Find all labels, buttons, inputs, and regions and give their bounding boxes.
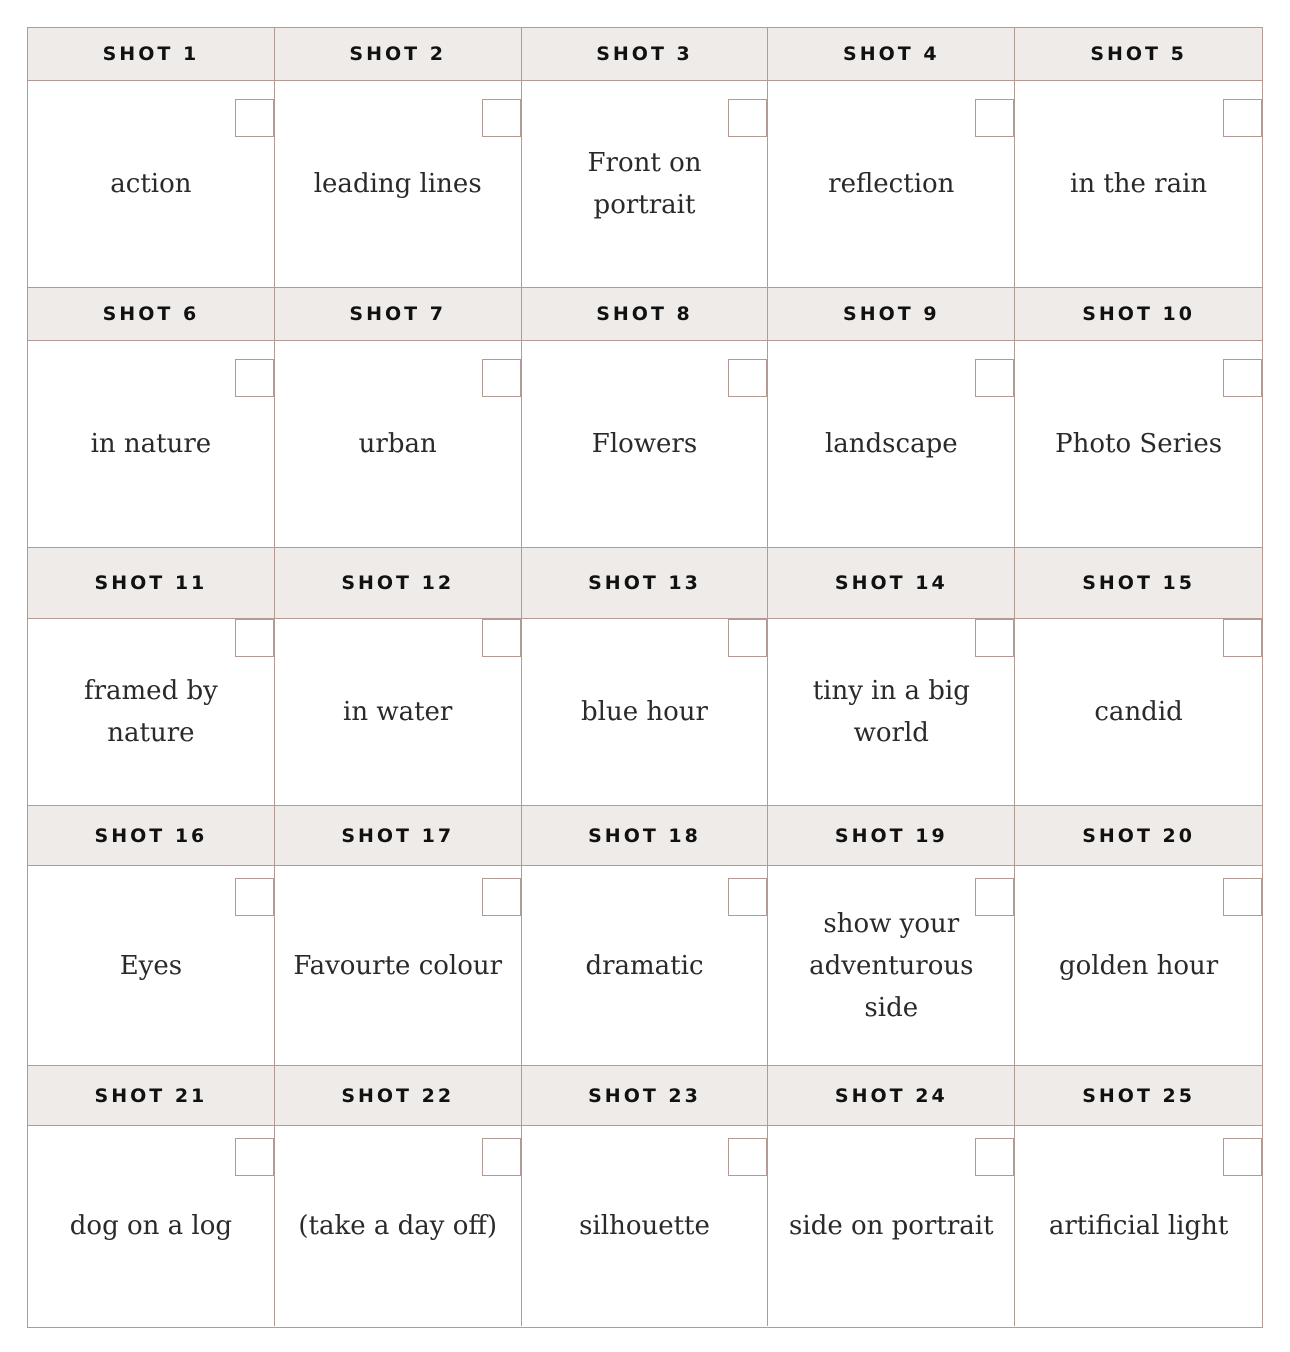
shot-header: SHOT 18: [522, 806, 769, 866]
shot-checkbox[interactable]: [482, 619, 521, 657]
shot-checkbox[interactable]: [482, 99, 521, 137]
shot-checkbox[interactable]: [1223, 99, 1262, 137]
shot-cell: [275, 81, 522, 288]
shot-prompt: show your adventurous side: [809, 908, 974, 1023]
shot-cell: [1015, 866, 1262, 1066]
shot-header: SHOT 14: [768, 548, 1015, 619]
shot-prompt: Front on portrait: [587, 148, 702, 220]
shot-checkbox[interactable]: [728, 619, 767, 657]
shot-header: SHOT 25: [1015, 1066, 1262, 1126]
shot-header: SHOT 3: [522, 28, 769, 81]
shot-cell: [275, 866, 522, 1066]
shot-cell: [28, 341, 275, 548]
shot-prompt: (take a day off): [298, 1211, 498, 1241]
shot-header: SHOT 11: [28, 548, 275, 619]
shot-checkbox[interactable]: [482, 878, 521, 916]
shot-cell: [522, 81, 769, 288]
shot-header: SHOT 9: [768, 288, 1015, 341]
shot-prompt: reflection: [828, 169, 955, 199]
shot-prompt: dog on a log: [69, 1211, 233, 1241]
shot-checkbox[interactable]: [235, 359, 274, 397]
shot-header: SHOT 1: [28, 28, 275, 81]
shot-checkbox[interactable]: [728, 1138, 767, 1176]
shot-prompt: golden hour: [1058, 950, 1219, 981]
shot-checkbox[interactable]: [975, 878, 1014, 916]
shot-cell: [768, 1126, 1015, 1326]
shot-checkbox[interactable]: [1223, 878, 1262, 916]
shot-prompt: in nature: [90, 429, 212, 459]
shot-cell: [275, 619, 522, 806]
shot-checkbox[interactable]: [482, 1138, 521, 1176]
shot-cell: [522, 1126, 769, 1326]
shot-prompt: artificial light: [1048, 1211, 1229, 1241]
shot-header: SHOT 5: [1015, 28, 1262, 81]
shot-checkbox[interactable]: [235, 99, 274, 137]
shot-prompt: action: [110, 169, 192, 199]
shot-prompt: framed by nature: [83, 676, 218, 748]
shot-cell: [1015, 341, 1262, 548]
shot-cell: [522, 866, 769, 1066]
shot-cell: [522, 341, 769, 548]
shot-cell: [28, 866, 275, 1066]
shot-prompt: Favourte colour: [293, 950, 503, 981]
shot-prompt: Photo Series: [1055, 429, 1223, 459]
shot-cell: [1015, 1126, 1262, 1326]
shot-cell: [1015, 81, 1262, 288]
shot-checkbox[interactable]: [235, 1138, 274, 1176]
shot-header: SHOT 6: [28, 288, 275, 341]
shot-cell: [28, 81, 275, 288]
shot-checkbox[interactable]: [728, 878, 767, 916]
shot-prompt: Flowers: [591, 429, 698, 459]
shot-checkbox[interactable]: [975, 99, 1014, 137]
shot-list-grid: [27, 27, 1263, 1328]
shot-header: SHOT 20: [1015, 806, 1262, 866]
shot-header: SHOT 8: [522, 288, 769, 341]
shot-prompt: tiny in a big world: [812, 676, 970, 748]
shot-prompt: dramatic: [585, 950, 704, 981]
shot-checkbox[interactable]: [1223, 1138, 1262, 1176]
shot-header: SHOT 19: [768, 806, 1015, 866]
shot-checkbox[interactable]: [482, 359, 521, 397]
shot-cell: [275, 1126, 522, 1326]
shot-header: SHOT 15: [1015, 548, 1262, 619]
shot-header: SHOT 13: [522, 548, 769, 619]
shot-header: SHOT 7: [275, 288, 522, 341]
shot-header: SHOT 2: [275, 28, 522, 81]
shot-header: SHOT 10: [1015, 288, 1262, 341]
shot-checkbox[interactable]: [235, 878, 274, 916]
shot-cell: [768, 619, 1015, 806]
shot-checkbox[interactable]: [235, 619, 274, 657]
shot-checkbox[interactable]: [975, 359, 1014, 397]
shot-cell: [768, 341, 1015, 548]
shot-cell: [275, 341, 522, 548]
shot-header: SHOT 24: [768, 1066, 1015, 1126]
shot-prompt: in water: [343, 697, 453, 727]
shot-checkbox[interactable]: [1223, 359, 1262, 397]
shot-prompt: in the rain: [1070, 169, 1208, 199]
shot-header: SHOT 22: [275, 1066, 522, 1126]
shot-cell: [28, 619, 275, 806]
shot-cell: [1015, 619, 1262, 806]
shot-prompt: landscape: [824, 429, 958, 459]
shot-prompt: Eyes: [119, 950, 183, 981]
shot-cell: [768, 81, 1015, 288]
shot-checkbox[interactable]: [975, 619, 1014, 657]
shot-header: SHOT 17: [275, 806, 522, 866]
shot-prompt: candid: [1094, 697, 1183, 727]
shot-prompt: blue hour: [581, 697, 708, 727]
shot-prompt: silhouette: [579, 1211, 710, 1241]
shot-checkbox[interactable]: [975, 1138, 1014, 1176]
shot-header: SHOT 16: [28, 806, 275, 866]
shot-checkbox[interactable]: [728, 99, 767, 137]
shot-cell: [28, 1126, 275, 1326]
shot-header: SHOT 23: [522, 1066, 769, 1126]
shot-cell: [522, 619, 769, 806]
shot-prompt: leading lines: [313, 169, 482, 199]
shot-prompt: urban: [358, 429, 437, 459]
shot-header: SHOT 12: [275, 548, 522, 619]
shot-cell: [768, 866, 1015, 1066]
shot-header: SHOT 4: [768, 28, 1015, 81]
shot-checkbox[interactable]: [728, 359, 767, 397]
shot-prompt: side on portrait: [789, 1211, 994, 1241]
shot-header: SHOT 21: [28, 1066, 275, 1126]
shot-checkbox[interactable]: [1223, 619, 1262, 657]
